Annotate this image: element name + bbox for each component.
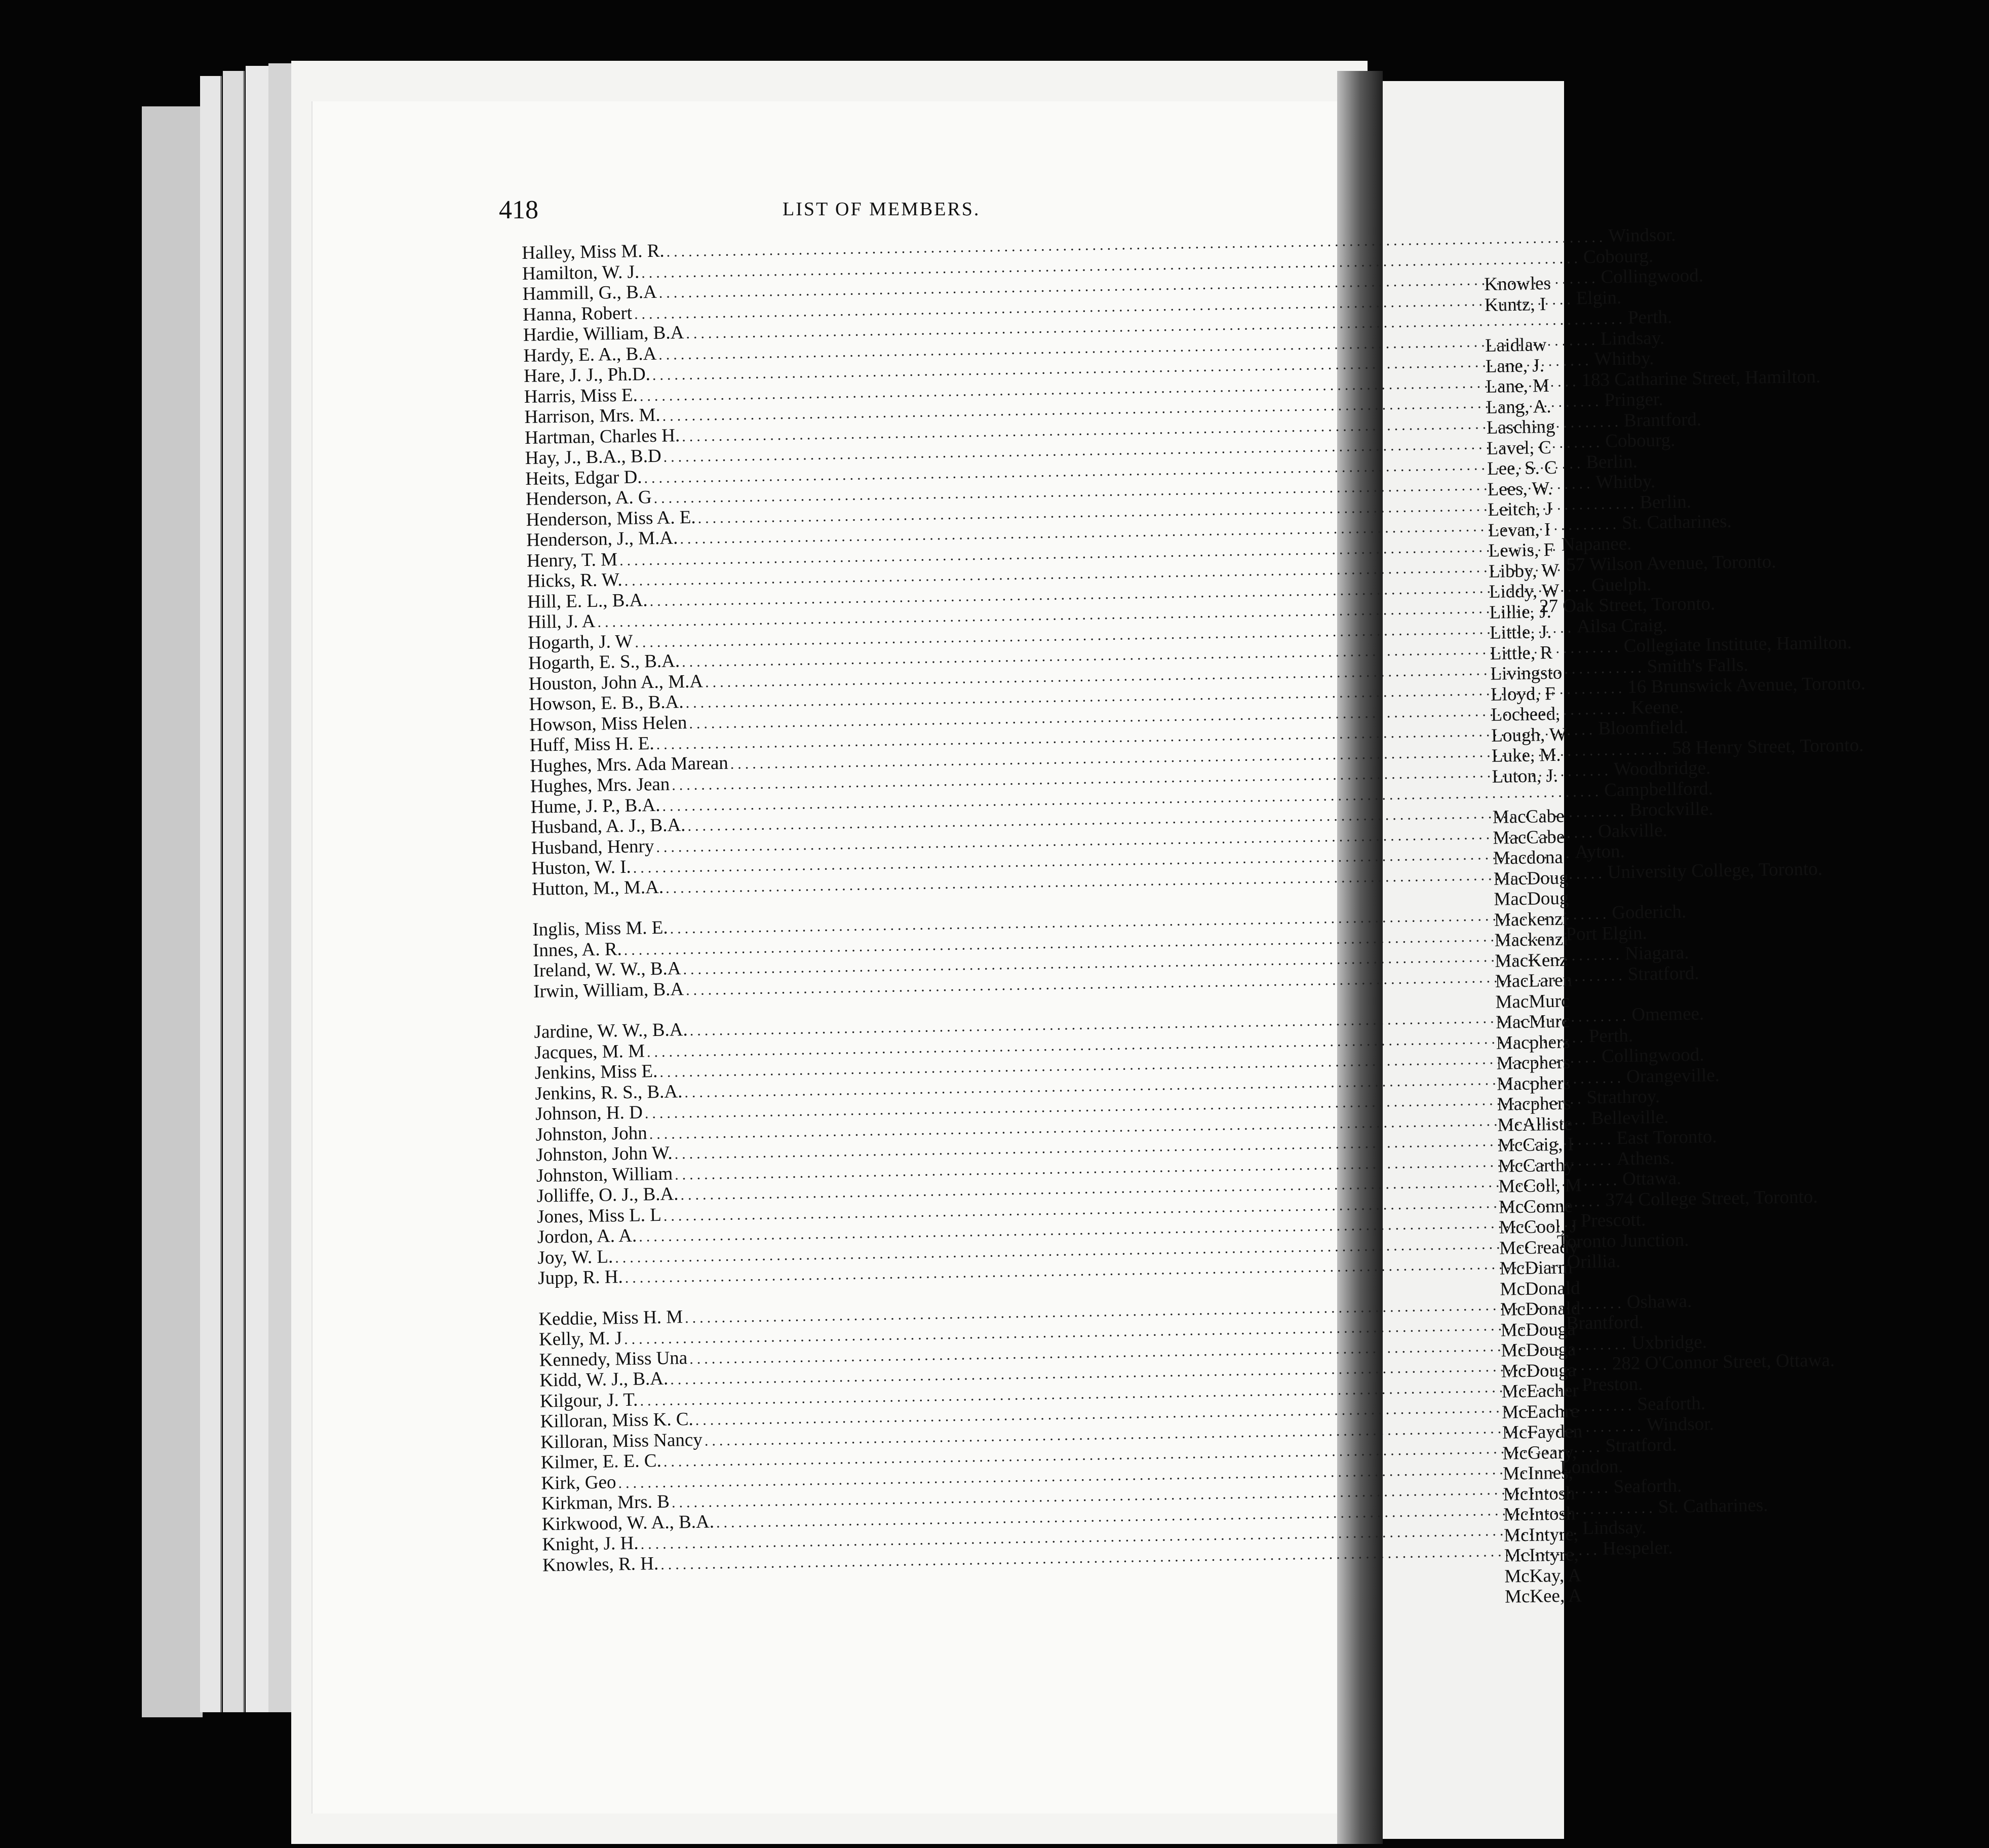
member-place: Lindsay. — [1582, 1517, 1647, 1539]
partial-member-name: McIntyre, — [1503, 1523, 1579, 1546]
member-place: Perth. — [1627, 306, 1672, 328]
page-stack-edge — [142, 106, 203, 1717]
partial-member-name: MacDoug — [1494, 888, 1569, 910]
partial-member-name: Lane, M — [1486, 375, 1550, 397]
partial-member-name: Lewis, F — [1488, 539, 1554, 561]
partial-member-name: McEachre — [1501, 1400, 1579, 1423]
member-name: Hill, E. L., B.A. — [527, 589, 648, 612]
member-name: Henderson, Miss A. E. — [526, 507, 696, 530]
member-place: Ailsa Craig. — [1576, 614, 1668, 637]
member-place: Stratford. — [1627, 962, 1699, 985]
page-stack-edge — [223, 71, 245, 1712]
member-name: Hardie, William, B.A — [523, 322, 684, 345]
member-place: Cobourg. — [1583, 245, 1654, 267]
member-place: Pringer. — [1604, 389, 1663, 411]
member-name: Hammill, G., B.A — [522, 281, 657, 304]
partial-member-name: Little, J. — [1489, 621, 1552, 643]
member-name: Kilgour, J. T. — [539, 1389, 638, 1412]
member-place: 57 Wilson Avenue, Toronto. — [1566, 551, 1776, 575]
partial-member-name: McFayden — [1502, 1421, 1583, 1443]
partial-member-name: McConne — [1498, 1195, 1573, 1218]
member-place: Elgin. — [1576, 287, 1622, 309]
member-place: Seaforth. — [1613, 1475, 1682, 1497]
partial-member-name: MacCabe — [1492, 805, 1565, 828]
partial-member-name: Lang, A. — [1486, 396, 1551, 418]
member-name: Jenkins, Miss E. — [534, 1060, 658, 1084]
member-name: Knight, J. H. — [542, 1532, 639, 1555]
partial-member-name: Lees, W. — [1487, 478, 1553, 500]
member-place: 282 O'Connor Street, Ottawa. — [1612, 1350, 1835, 1374]
member-place: Napanee. — [1561, 533, 1632, 555]
partial-member-name: Levan, I — [1488, 519, 1551, 541]
member-place: Collingwood. — [1601, 265, 1704, 288]
partial-member-name: McColl, M — [1498, 1175, 1582, 1197]
member-name: Kilmer, E. E. C. — [540, 1450, 662, 1473]
member-place: Omemee. — [1631, 1003, 1704, 1025]
member-place: St. Catharines. — [1621, 511, 1732, 533]
member-place: Hespeler. — [1602, 1537, 1673, 1559]
member-name: Joy, W. L. — [537, 1246, 613, 1268]
partial-member-name: Leitch, J — [1488, 498, 1553, 520]
member-name: Hartman, Charles H. — [524, 425, 680, 448]
member-name: Kirkman, Mrs. B — [541, 1491, 670, 1514]
member-place: Orillia. — [1567, 1251, 1621, 1273]
member-place: Whitby. — [1595, 471, 1656, 493]
member-place: Windsor. — [1646, 1413, 1714, 1435]
right-page-member-list — [1484, 271, 1657, 1606]
member-place: East Toronto. — [1616, 1126, 1717, 1149]
member-name: Huston, W. I. — [531, 856, 632, 879]
partial-member-name: McCarthy — [1498, 1154, 1575, 1177]
partial-member-name: Macphers — [1496, 1052, 1571, 1074]
member-place: Seaforth. — [1637, 1393, 1706, 1415]
member-place: 183 Catharine Street, Hamilton. — [1581, 366, 1821, 391]
group-spacer — [1492, 784, 1645, 806]
member-place: Lindsay. — [1600, 327, 1665, 350]
member-place: University College, Toronto. — [1607, 858, 1823, 882]
member-name: Irwin, William, B.A — [533, 978, 684, 1002]
member-name: Johnston, John — [535, 1122, 647, 1145]
partial-member-name: McAlliste — [1497, 1113, 1573, 1136]
partial-member-name: Knowles — [1484, 273, 1551, 295]
member-name: Houston, John A., M.A — [528, 670, 704, 695]
member-name: Hamilton, W. J. — [522, 261, 640, 284]
partial-member-name: Macphers — [1497, 1093, 1571, 1115]
partial-member-name: Kuntz, I — [1484, 293, 1546, 316]
member-place: Keene. — [1630, 696, 1684, 718]
member-name: Ireland, W. W., B.A — [533, 958, 681, 981]
partial-member-name: Macphers — [1496, 1031, 1571, 1054]
member-name: Jacques, M. M — [534, 1040, 645, 1063]
partial-member-name: Macdona — [1493, 846, 1564, 869]
member-place: Brantford. — [1623, 408, 1702, 431]
partial-member-name: MacCabe — [1493, 826, 1565, 849]
partial-member-name: MacMurc — [1495, 990, 1570, 1013]
member-place: Toronto Junction. — [1556, 1229, 1689, 1252]
member-name: Jenkins, R. S., B.A. — [535, 1081, 683, 1104]
member-name: Harrison, Mrs. M. — [524, 404, 660, 428]
member-place: Berlin. — [1640, 491, 1692, 513]
member-place: London. — [1559, 1455, 1623, 1478]
partial-member-name: Lillie, J. — [1489, 601, 1552, 623]
member-name: Killoran, Miss K. C. — [540, 1408, 694, 1432]
partial-member-name: Livingsto — [1490, 662, 1563, 684]
partial-member-name: McKee, A — [1504, 1585, 1582, 1607]
partial-member-name: Lough, W — [1491, 724, 1567, 746]
member-name: Kirk, Geo — [541, 1471, 616, 1494]
member-name: Inglis, Miss M. E. — [532, 917, 668, 940]
partial-member-name: McCready — [1499, 1236, 1579, 1259]
page-stack-edge — [268, 63, 293, 1712]
member-place: Prescott. — [1580, 1209, 1646, 1231]
partial-member-name: Mackenzi — [1494, 908, 1569, 931]
member-name: Innes, A. R. — [532, 938, 622, 961]
member-place: Berlin. — [1585, 450, 1638, 473]
partial-member-name: McIntyre, — [1504, 1544, 1579, 1566]
member-place: Strathroy. — [1586, 1086, 1660, 1108]
member-name: Husband, A. J., B.A. — [530, 815, 686, 838]
partial-member-name: Lloyd, F — [1490, 683, 1555, 705]
member-name: Husband, Henry — [531, 835, 654, 859]
partial-member-name: Liddy, W — [1489, 580, 1559, 602]
partial-member-name: Laidlaw — [1485, 334, 1547, 356]
partial-member-name: McCool, J — [1499, 1216, 1578, 1238]
member-name: Hay, J., B.A., B.D — [525, 445, 661, 469]
member-name: Hare, J. J., Ph.D. — [523, 364, 651, 387]
page-header — [499, 195, 1208, 225]
member-name: Knowles, R. H. — [542, 1553, 659, 1576]
partial-member-name: Libby, W — [1488, 560, 1559, 582]
member-name: Hill, J. A — [527, 610, 596, 633]
member-name: Howson, E. B., B.A. — [529, 691, 684, 715]
member-name: Keddie, Miss H. M — [538, 1306, 683, 1330]
member-place: Athens. — [1616, 1147, 1675, 1169]
member-name: Hughes, Mrs. Jean — [530, 774, 670, 797]
member-name: Henderson, A. G — [525, 487, 652, 510]
member-place: 374 College Street, Toronto. — [1605, 1186, 1818, 1211]
member-place: Ottawa. — [1622, 1168, 1682, 1190]
partial-member-name: Lavel, C — [1487, 437, 1552, 459]
member-place: Brantford. — [1566, 1312, 1644, 1334]
member-name: Jupp, R. H. — [537, 1266, 623, 1289]
member-name: Kirkwood, W. A., B.A. — [541, 1511, 715, 1535]
member-place: Stratford. — [1605, 1434, 1677, 1456]
partial-member-name: Little, R — [1490, 642, 1553, 664]
member-name: Hardy, E. A., B.A — [523, 343, 657, 366]
member-name: Hogarth, J. W — [528, 631, 633, 653]
member-name: Hume, J. P., B.A. — [530, 794, 660, 818]
partial-member-name: McKay, A — [1504, 1564, 1582, 1587]
group-spacer — [1485, 312, 1637, 335]
member-place: Belleville. — [1591, 1106, 1669, 1129]
member-name: Hicks, R. W. — [527, 569, 622, 592]
partial-member-name: McDouga — [1501, 1359, 1577, 1382]
partial-member-name: McDouga — [1501, 1339, 1576, 1361]
member-name: Jones, Miss L. L — [536, 1204, 662, 1227]
member-place: Collegiate Institute, Hamilton. — [1623, 632, 1852, 657]
partial-member-name: McDouga — [1500, 1318, 1576, 1341]
member-name: Kidd, W. J., B.A. — [539, 1368, 669, 1391]
partial-member-name: McInnes, — [1502, 1462, 1574, 1484]
member-name: Heits, Edgar D. — [525, 466, 642, 489]
member-place: Port Elgin. — [1566, 922, 1648, 945]
member-name: Kennedy, Miss Una — [539, 1347, 688, 1371]
partial-member-name: Lane, J. — [1485, 355, 1545, 377]
member-place: Whitby. — [1594, 348, 1654, 370]
partial-member-name: MacLaren — [1495, 970, 1573, 992]
member-name: Johnson, H. D — [535, 1102, 643, 1125]
member-name: Killoran, Miss Nancy — [540, 1429, 703, 1453]
partial-member-name: McIntosh — [1503, 1503, 1576, 1525]
partial-member-name: MacDoug — [1493, 867, 1569, 890]
partial-member-name: Lasching — [1486, 416, 1555, 438]
member-name: Hughes, Mrs. Ada Marean — [529, 752, 729, 777]
member-place: Windsor. — [1608, 224, 1676, 247]
member-place: Uxbridge. — [1631, 1331, 1707, 1354]
partial-member-name: Luke, M. — [1491, 744, 1561, 766]
member-place: 16 Brunswick Avenue, Toronto. — [1627, 673, 1866, 698]
member-place: Perth. — [1588, 1025, 1633, 1047]
member-place: Campbellford. — [1604, 778, 1713, 801]
member-name: Henry, T. M — [526, 549, 618, 571]
page-number: 418 — [499, 196, 538, 224]
member-name: Jolliffe, O. J., B.A. — [536, 1183, 679, 1207]
member-place: Preston. — [1581, 1373, 1643, 1395]
member-name: Huff, Miss H. E. — [529, 733, 654, 756]
member-place: Niagara. — [1624, 942, 1689, 964]
partial-member-name: McGeary, — [1502, 1441, 1577, 1464]
member-name: Johnston, William — [536, 1163, 673, 1186]
member-name: Jardine, W. W., B.A. — [534, 1019, 688, 1043]
member-place: Brockville. — [1629, 798, 1713, 821]
partial-member-name: McEacher — [1501, 1380, 1579, 1402]
member-name: Hogarth, E. S., B.A. — [528, 650, 680, 674]
member-name: Howson, Miss Helen — [529, 712, 687, 736]
partial-member-name: McDiarm — [1499, 1257, 1573, 1279]
member-name: Henderson, J., M.A. — [526, 527, 678, 551]
member-place: Orangeville. — [1626, 1064, 1720, 1087]
member-name: Hanna, Robert — [522, 302, 633, 325]
partial-member-name: Macphers — [1496, 1072, 1571, 1095]
member-place: Cobourg. — [1605, 430, 1675, 452]
member-name: Halley, Miss M. R. — [522, 240, 665, 263]
member-place: Smith's Falls. — [1647, 654, 1749, 677]
partial-member-name: MacKenz — [1494, 949, 1568, 972]
member-place: Oakville. — [1597, 820, 1668, 842]
partial-member-name: McDonald — [1500, 1277, 1581, 1300]
member-name: Harris, Miss E. — [524, 384, 638, 407]
member-place: 58 Henry Street, Toronto. — [1672, 735, 1864, 758]
member-name: Jordon, A. A. — [537, 1225, 637, 1248]
member-name: Johnston, John W. — [535, 1142, 673, 1166]
partial-member-name: Locheed, — [1491, 703, 1561, 725]
partial-member-name: Mackenzi — [1494, 929, 1569, 951]
member-place: Collingwood. — [1601, 1044, 1704, 1067]
member-place: 27 Oak Street, Toronto. — [1539, 593, 1715, 617]
member-place: Bloomfield. — [1598, 716, 1689, 739]
page-stack-edge — [246, 66, 270, 1712]
partial-member-name: McCaig, I — [1497, 1134, 1574, 1156]
partial-member-name: McIntosh — [1503, 1482, 1575, 1505]
partial-member-name: McDonald — [1500, 1298, 1581, 1320]
partial-member-name: Luton, J. — [1492, 765, 1558, 787]
member-place: St. Catharines. — [1658, 1494, 1768, 1517]
member-place: Ayton. — [1575, 840, 1625, 863]
member-place: Guelph. — [1591, 573, 1652, 596]
page-stack-edge — [200, 76, 222, 1712]
partial-member-name: Lee, S. C — [1487, 457, 1557, 479]
member-place: Oshawa. — [1626, 1290, 1692, 1313]
running-head: LIST OF MEMBERS. — [783, 199, 981, 220]
partial-member-name: MacMurc — [1495, 1011, 1570, 1033]
member-name: Hutton, M., M.A. — [531, 876, 664, 900]
member-name: Kelly, M. J — [538, 1328, 622, 1350]
member-place: Goderich. — [1612, 901, 1687, 923]
member-place: Woodbridge. — [1613, 757, 1711, 780]
